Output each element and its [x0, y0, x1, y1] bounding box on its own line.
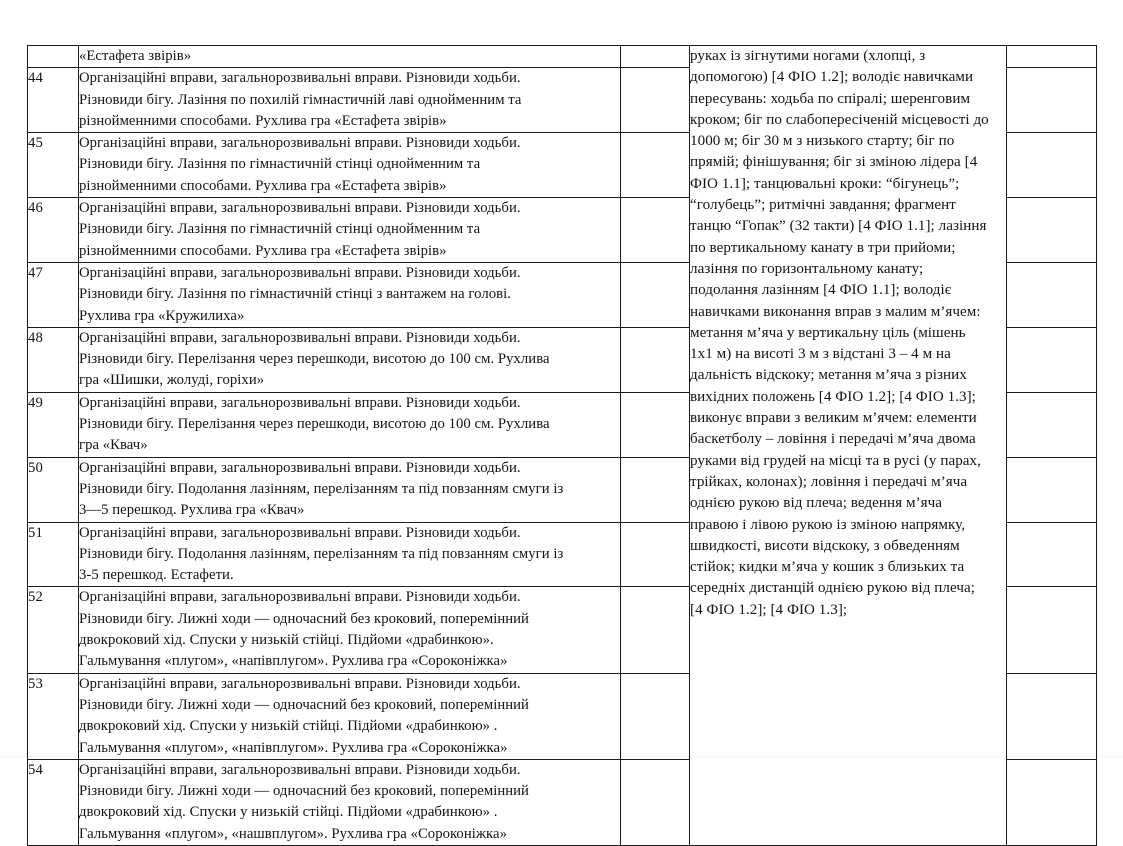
- outcome-line: навичками виконання вправ з малим м’ячем:: [690, 303, 981, 320]
- lesson-content-cell: [79, 133, 621, 198]
- row-number-cell: 46: [28, 198, 79, 263]
- blank-cell: [621, 327, 690, 392]
- content-line: Організаційні вправи, загальнорозвивальні вправи. Різновиди ходьби.: [79, 135, 521, 152]
- blank-cell: [621, 673, 690, 759]
- row-number-cell: 45: [28, 133, 79, 198]
- outcome-line: вихідних положень [4 ФІО 1.2]; [4 ФІО 1.3];: [690, 388, 976, 405]
- content-line: Організаційні вправи, загальнорозвивальні вправи. Різновиди ходьби.: [79, 394, 521, 411]
- lesson-content-cell: [79, 587, 621, 673]
- content-line: Різновиди бігу. Перелізання через перешкоди, висотою до 100 см. Рухлива: [79, 416, 550, 433]
- content-line: різнойменними способами. Рухлива гра «Естафета звірів»: [79, 112, 447, 129]
- blank-cell: [621, 46, 690, 68]
- outcome-line: подолання лазінням [4 ФІО 1.1]; володіє: [690, 282, 952, 299]
- outcome-line: правою і лівою рукою із зміною напрямку,: [690, 516, 966, 533]
- row-number-cell: 51: [28, 522, 79, 587]
- outcome-line: стійок; кидки м’яча у кошик з близьких та: [690, 559, 965, 576]
- row-number-cell: [28, 46, 79, 68]
- content-line: Організаційні вправи, загальнорозвивальні вправи. Різновиди ходьби.: [79, 524, 521, 541]
- outcome-line: однією рукою від плеча; ведення м’яча: [690, 495, 943, 512]
- content-line: Організаційні вправи, загальнорозвивальні вправи. Різновиди ходьби.: [79, 70, 521, 87]
- content-line: гра «Шишки, жолуді, горіхи»: [79, 372, 265, 389]
- content-line: двокроковий хід. Спуски у низькій стійці. Підйоми «драбинкою» .: [79, 718, 498, 735]
- lesson-content-cell: [79, 392, 621, 457]
- trailing-blank-cell: [1007, 133, 1097, 198]
- table-body: [28, 46, 1097, 846]
- content-line: різнойменними способами. Рухлива гра «Естафета звірів»: [79, 242, 447, 259]
- content-line: Різновиди бігу. Перелізання через перешкоди, висотою до 100 см. Рухлива: [79, 351, 550, 368]
- lesson-content-cell: [79, 327, 621, 392]
- row-number-cell: 54: [28, 759, 79, 845]
- content-line: Різновиди бігу. Лазіння по гімнастичній стінці однойменним та: [79, 156, 481, 173]
- content-line: Різновиди бігу. Лазіння по гімнастичній стінці однойменним та: [79, 221, 481, 238]
- content-line: Різновиди бігу. Лазіння по похилій гімнастичній лаві однойменним та: [79, 91, 522, 108]
- lesson-content-cell: [79, 198, 621, 263]
- outcome-line: руках із зігнутими ногами (хлопці, з: [690, 48, 926, 64]
- content-line: Різновиди бігу. Лижні ходи — одночасний без кроковий, поперемінний: [79, 783, 529, 800]
- trailing-blank-cell: [1007, 46, 1097, 68]
- outcome-line: трійках, колонах); ловіння і передачі м’яча: [690, 473, 968, 490]
- outcome-line: ФІО 1.1]; танцювальні кроки: “бігунець”;: [690, 175, 960, 192]
- lesson-content-cell: [79, 262, 621, 327]
- trailing-blank-cell: [1007, 457, 1097, 522]
- table-row: [28, 46, 1097, 68]
- trailing-blank-cell: [1007, 673, 1097, 759]
- blank-cell: [621, 392, 690, 457]
- trailing-blank-cell: [1007, 327, 1097, 392]
- content-line: Різновиди бігу. Лижні ходи — одночасний без кроковий, поперемінний: [79, 696, 529, 713]
- content-line: Різновиди бігу. Лижні ходи — одночасний без кроковий, поперемінний: [79, 610, 529, 627]
- lesson-content-cell: [79, 522, 621, 587]
- trailing-blank-cell: [1007, 68, 1097, 133]
- content-line: Організаційні вправи, загальнорозвивальні вправи. Різновиди ходьби.: [79, 200, 521, 217]
- blank-cell: [621, 262, 690, 327]
- row-number-cell: 49: [28, 392, 79, 457]
- outcome-line: “голубець”; ритмічні завдання; фрагмент: [690, 197, 956, 214]
- outcome-line: 1000 м; біг 30 м з низького старту; біг по: [690, 133, 955, 150]
- scan-artifact: [0, 756, 1123, 757]
- blank-cell: [621, 587, 690, 673]
- row-number-cell: 48: [28, 327, 79, 392]
- outcome-line: швидкості, висоти відскоку, з обведенням: [690, 537, 960, 554]
- content-line: Організаційні вправи, загальнорозвивальні вправи. Різновиди ходьби.: [79, 459, 521, 476]
- content-line: Організаційні вправи, загальнорозвивальні вправи. Різновиди ходьби.: [79, 675, 521, 692]
- content-line: 3-5 перешкод. Естафети.: [79, 567, 234, 584]
- blank-cell: [621, 133, 690, 198]
- content-line: двокроковий хід. Спуски у низькій стійці. Підйоми «драбинкою» .: [79, 804, 498, 821]
- content-line: гра «Квач»: [79, 437, 148, 454]
- outcome-line: допомогою) [4 ФІО 1.2]; володіє навичками: [690, 69, 974, 86]
- blank-cell: [621, 68, 690, 133]
- trailing-blank-cell: [1007, 392, 1097, 457]
- content-line: Рухлива гра «Кружилиха»: [79, 307, 245, 324]
- trailing-blank-cell: [1007, 198, 1097, 263]
- outcome-line: танцю “Гопак” (32 такти) [4 ФІО 1.1]; лазіння: [690, 218, 987, 235]
- outcome-line: по вертикальному канату в три прийоми;: [690, 239, 956, 256]
- lesson-content-cell: [79, 673, 621, 759]
- outcome-line: кроком; біг по слабопересіченій місцевості до: [690, 111, 989, 128]
- blank-cell: [621, 457, 690, 522]
- content-line: Організаційні вправи, загальнорозвивальні вправи. Різновиди ходьби.: [79, 264, 521, 281]
- outcome-line: баскетболу – ловіння і передачі м’яча двома: [690, 431, 976, 448]
- row-number-cell: 47: [28, 262, 79, 327]
- row-number-cell: 52: [28, 587, 79, 673]
- curriculum-table: [27, 45, 1097, 846]
- outcome-line: середніх дистанцій однією рукою від плеча;: [690, 580, 975, 597]
- content-line: Організаційні вправи, загальнорозвивальні вправи. Різновиди ходьби.: [79, 329, 521, 346]
- content-line: Різновиди бігу. Лазіння по гімнастичній стінці з вантажем на голові.: [79, 286, 511, 303]
- outcome-line: прямій; фінішування; біг зі зміною лідера [4: [690, 154, 978, 171]
- row-number-cell: 50: [28, 457, 79, 522]
- outcome-line: [4 ФІО 1.2]; [4 ФІО 1.3];: [690, 601, 848, 618]
- blank-cell: [621, 759, 690, 845]
- trailing-blank-cell: [1007, 262, 1097, 327]
- content-line: 3—5 перешкод. Рухлива гра «Квач»: [79, 502, 305, 519]
- trailing-blank-cell: [1007, 522, 1097, 587]
- content-line: Організаційні вправи, загальнорозвивальні вправи. Різновиди ходьби.: [79, 761, 521, 778]
- content-line: «Естафета звірів»: [79, 48, 192, 64]
- row-number-cell: 44: [28, 68, 79, 133]
- lesson-content-cell: [79, 46, 621, 68]
- learning-outcomes-cell: [690, 46, 1007, 846]
- content-line: Організаційні вправи, загальнорозвивальні вправи. Різновиди ходьби.: [79, 589, 521, 606]
- blank-cell: [621, 522, 690, 587]
- outcome-line: 1х1 м) на висоті 3 м з відстані 3 – 4 м на: [690, 346, 951, 363]
- lesson-content-cell: [79, 457, 621, 522]
- content-line: Гальмування «плугом», «нашвплугом». Рухлива гра «Сороконіжка»: [79, 825, 507, 842]
- content-line: різнойменними способами. Рухлива гра «Естафета звірів»: [79, 177, 447, 194]
- content-line: Різновиди бігу. Подолання лазінням, перелізанням та під повзанням смуги із: [79, 480, 564, 497]
- content-line: Різновиди бігу. Подолання лазінням, перелізанням та під повзанням смуги із: [79, 545, 564, 562]
- outcomes-paragraph: [690, 46, 1006, 621]
- trailing-blank-cell: [1007, 759, 1097, 845]
- outcome-line: лазіння по горизонтальному канату;: [690, 260, 924, 277]
- outcome-line: метання м’яча у вертикальну ціль (мішень: [690, 324, 966, 341]
- outcome-line: виконує вправи з великим м’ячем: елементи: [690, 410, 977, 427]
- blank-cell: [621, 198, 690, 263]
- content-line: двокроковий хід. Спуски у низькій стійці. Підйоми «драбинкою».: [79, 632, 494, 649]
- outcome-line: руками від грудей на місці та в русі (у парах,: [690, 452, 981, 469]
- outcome-line: дальність відскоку; метання м’яча з різних: [690, 367, 967, 384]
- content-line: Гальмування «плугом», «напівплугом». Рухлива гра «Сороконіжка»: [79, 739, 508, 756]
- content-line: Гальмування «плугом», «напівплугом». Рухлива гра «Сороконіжка»: [79, 653, 508, 670]
- outcome-line: пересувань: ходьба по спіралі; шеренговим: [690, 90, 971, 107]
- lesson-content-cell: [79, 68, 621, 133]
- lesson-content-cell: [79, 759, 621, 845]
- trailing-blank-cell: [1007, 587, 1097, 673]
- row-number-cell: 53: [28, 673, 79, 759]
